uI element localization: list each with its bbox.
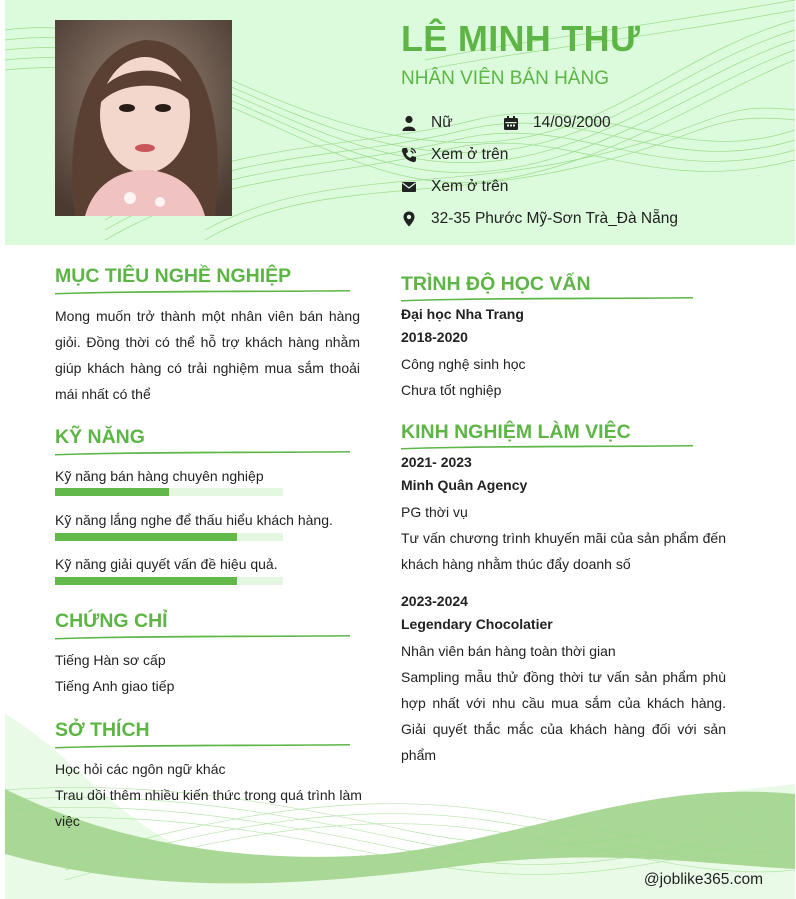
skill-progress-bar [55, 533, 283, 541]
experience-title: KINH NGHIỆM LÀM VIỆC [401, 421, 631, 443]
objective-text: Mong muốn trở thành một nhân viên bán hàng giỏi. Đồng thời có thể hỗ trợ khách hàng nhằm giúp khách hàng có trải nghiệm mua sắm thoải mái nhất có thể [55, 308, 360, 402]
job-company: Legendary Chocolatier [401, 616, 553, 632]
email-value: Xem ở trên [431, 178, 509, 195]
website-watermark: @joblike365.com [643, 871, 763, 888]
job-title: NHÂN VIÊN BÁN HÀNG [401, 68, 609, 89]
certificates-title: CHỨNG CHỈ [55, 610, 168, 632]
skill-label: Kỹ năng lắng nghe để thấu hiểu khách hàng. [55, 512, 333, 528]
job-position: Nhân viên bán hàng toàn thời gian [401, 643, 616, 659]
skill-progress-bar [55, 577, 283, 585]
objective-title: MỤC TIÊU NGHỀ NGHIỆP [55, 265, 292, 287]
address-value: 32-35 Phước Mỹ-Sơn Trà_Đà Nẵng [431, 210, 678, 227]
hobbies-underline [55, 743, 350, 749]
skill-label: Kỹ năng giải quyết vấn đề hiệu quả. [55, 556, 278, 572]
address-row [401, 208, 678, 230]
skill-progress-fill [55, 577, 237, 585]
skill-progress-fill [55, 533, 237, 541]
job-period: 2021- 2023 [401, 454, 472, 470]
objective-underline [55, 289, 350, 295]
email-row [401, 176, 508, 198]
gender-value: Nữ [431, 114, 453, 131]
birthdate-row [503, 112, 611, 134]
skill-progress-bar [55, 488, 283, 496]
education-period: 2018-2020 [401, 329, 468, 345]
map-pin-icon [401, 211, 417, 227]
birthdate-value: 14/09/2000 [533, 114, 611, 131]
phone-row [401, 144, 508, 166]
experience-underline [401, 444, 693, 450]
job-description: Sampling mẫu thử đồng thời tư vấn sản phẩm phù hợp nhất với nhu cầu mua sắm của khách hàng. Giải quyết thắc mắc của khách hàng đối với sản phẩm [401, 669, 726, 763]
job-company: Minh Quân Agency [401, 477, 528, 493]
skill-label: Kỹ năng bán hàng chuyên nghiệp [55, 468, 264, 484]
profile-photo [55, 20, 232, 216]
envelope-icon [401, 179, 417, 195]
hobbies-title: SỞ THÍCH [55, 719, 150, 741]
education-title: TRÌNH ĐỘ HỌC VẤN [401, 273, 591, 295]
certificate-item: Tiếng Hàn sơ cấp [55, 652, 166, 668]
cv-page [5, 0, 795, 899]
hobby-item: Trau dồi thêm nhiều kiến thức trong quá trình làm việc [55, 787, 362, 829]
job-position: PG thời vụ [401, 504, 468, 520]
education-school: Đại học Nha Trang [401, 306, 524, 322]
hobby-item: Học hỏi các ngôn ngữ khác [55, 761, 226, 777]
skills-underline [55, 450, 350, 456]
skills-title: KỸ NĂNG [55, 426, 145, 448]
education-status: Chưa tốt nghiệp [401, 382, 502, 398]
certificates-underline [55, 634, 350, 640]
calendar-icon [503, 115, 519, 131]
candidate-name: LÊ MINH THƯ [401, 18, 641, 59]
education-underline [401, 296, 693, 302]
gender-row [401, 112, 453, 134]
job-description: Tư vấn chương trình khuyến mãi của sản phẩm đến khách hàng nhằm thúc đẩy doanh số [401, 530, 726, 572]
certificate-item: Tiếng Anh giao tiếp [55, 678, 175, 694]
job-period: 2023-2024 [401, 593, 468, 609]
skill-progress-fill [55, 488, 169, 496]
phone-icon [401, 147, 417, 163]
education-major: Công nghệ sinh học [401, 356, 526, 372]
user-icon [401, 115, 417, 131]
phone-value: Xem ở trên [431, 146, 509, 163]
